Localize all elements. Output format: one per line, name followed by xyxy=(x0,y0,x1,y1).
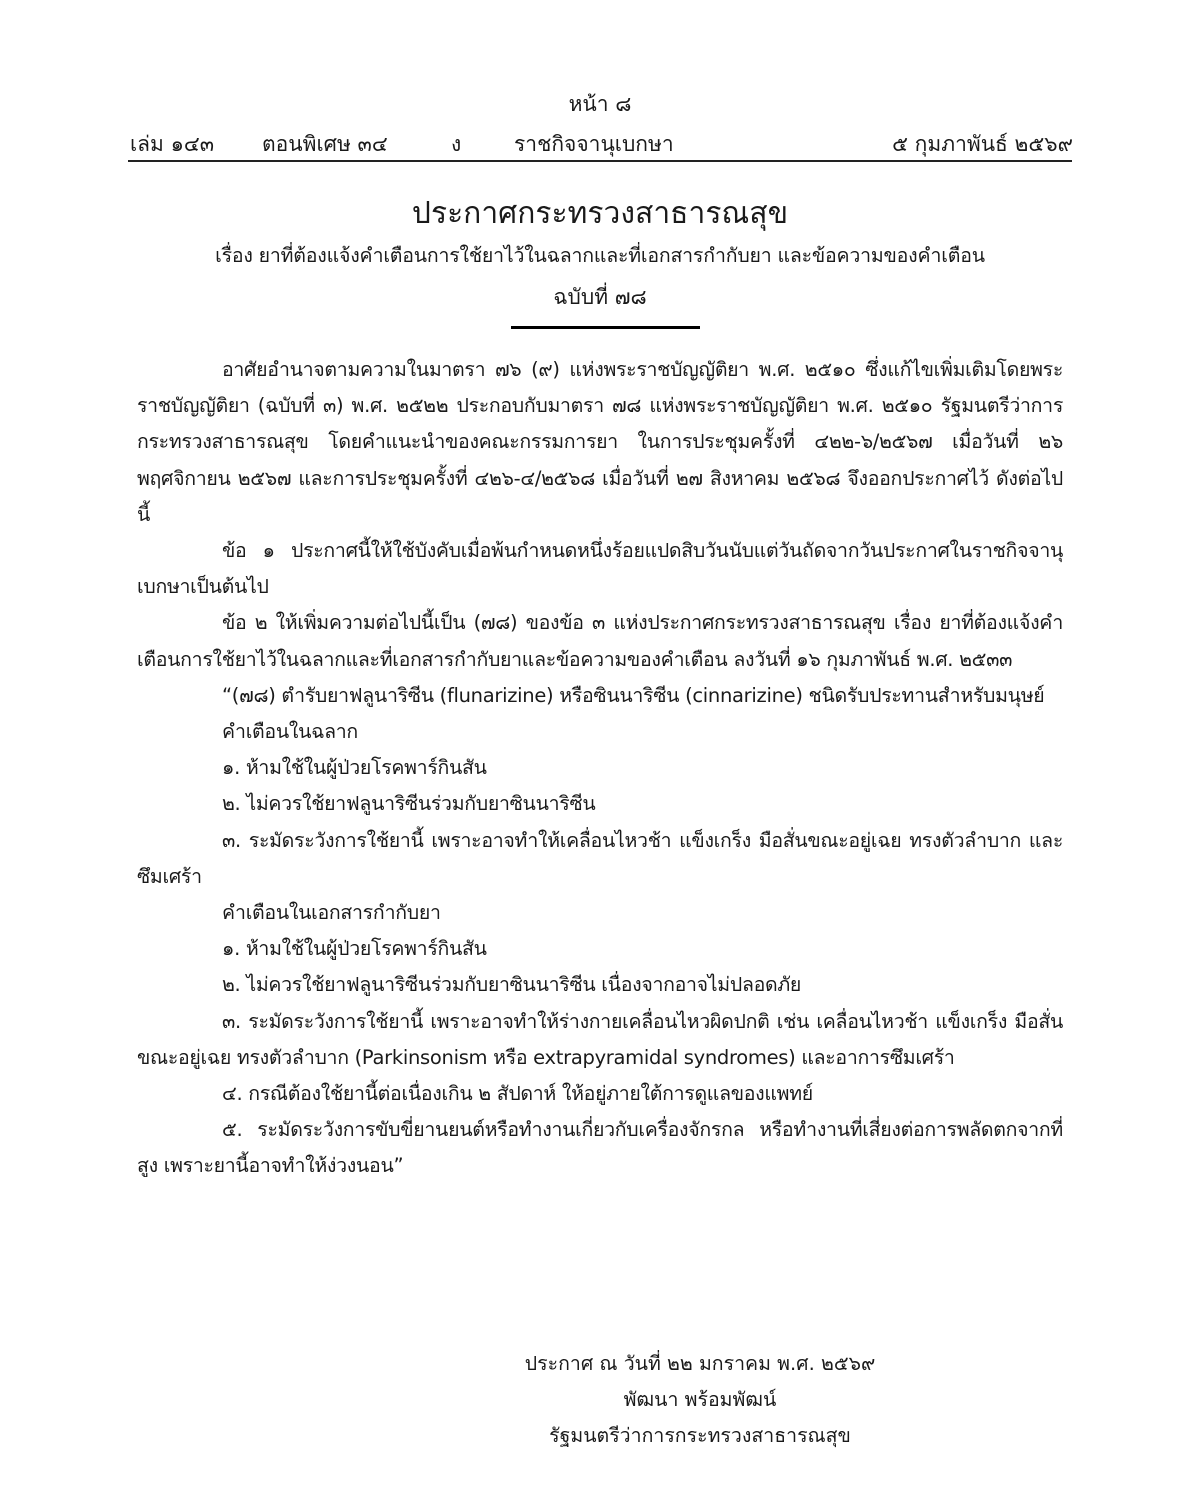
leaflet-warning-item: ๓. ระมัดระวังการใช้ยานี้ เพราะอาจทำให้ร่างกายเคลื่อนไหวผิดปกติ เช่น เคลื่อนไหวช้า แข็งเกร็ง มือสั่นขณะอยู่เฉย ทรงตัวลำบาก (Parkinsonism หรือ extrapyramidal syndromes) และอาการซึมเศร้า xyxy=(137,1009,1063,1069)
gazette-date: ๕ กุมภาพันธ์ ๒๕๖๙ xyxy=(892,132,1073,156)
leaflet-warning-item: ๒. ไม่ควรใช้ยาฟลูนาริซีนร่วมกับยาซินนาริซีน เนื่องจากอาจไม่ปลอดภัย xyxy=(222,973,802,997)
title-divider xyxy=(511,326,700,329)
label-warning-item: ๓. ระมัดระวังการใช้ยานี้ เพราะอาจทำให้เคลื่อนไหวช้า แข็งเกร็ง มือสั่นขณะอยู่เฉย ทรงตัวลำบาก และซึมเศร้า xyxy=(137,828,1063,888)
label-warning-item: ๑. ห้ามใช้ในผู้ป่วยโรคพาร์กินสัน xyxy=(222,756,487,780)
gazette-section: ตอนพิเศษ ๓๔ xyxy=(262,132,388,156)
gazette-header xyxy=(130,128,1073,160)
announcement-body xyxy=(137,352,1063,1185)
leaflet-warnings-heading: คำเตือนในเอกสารกำกับยา xyxy=(222,901,441,925)
page-number: หน้า ๘ xyxy=(568,92,632,116)
signatory-name: พัฒนา พร้อมพัฒน์ xyxy=(623,1388,777,1411)
announcement-title: ประกาศกระทรวงสาธารณสุข xyxy=(411,196,789,231)
signature-date: ประกาศ ณ วันที่ ๒๒ มกราคม พ.ศ. ๒๕๖๙ xyxy=(524,1352,876,1375)
leaflet-warning-item: ๑. ห้ามใช้ในผู้ป่วยโรคพาร์กินสัน xyxy=(222,937,487,961)
clause-2: ข้อ ๒ ให้เพิ่มความต่อไปนี้เป็น (๗๘) ของข้อ ๓ แห่งประกาศกระทรวงสาธารณสุข เรื่อง ยาที่ต้องแจ้งคำเตือนการใช้ยาไว้ในฉลากและที่เอกสารกำกับยาและข้อความของคำเตือน ลงวันที่ ๑๖ กุมภาพันธ์ พ.ศ. ๒๕๓๓ xyxy=(137,611,1063,671)
signatory-position: รัฐมนตรีว่าการกระทรวงสาธารณสุข xyxy=(549,1424,851,1447)
header-divider xyxy=(128,160,1072,162)
gazette-part: ง xyxy=(451,132,462,156)
announcement-edition: ฉบับที่ ๗๘ xyxy=(553,285,647,309)
gazette-publication: ราชกิจจานุเบกษา xyxy=(514,132,674,156)
label-warning-item: ๒. ไม่ควรใช้ยาฟลูนาริซีนร่วมกับยาซินนาริซีน xyxy=(222,792,596,816)
preamble: อาศัยอำนาจตามความในมาตรา ๗๖ (๙) แห่งพระราชบัญญัติยา พ.ศ. ๒๕๑๐ ซึ่งแก้ไขเพิ่มเติมโดยพระราชบัญญัติยา (ฉบับที่ ๓) พ.ศ. ๒๕๒๒ ประกอบกับมาตรา ๗๘ แห่งพระราชบัญญัติยา พ.ศ. ๒๕๑๐ รัฐมนตรีว่าการกระทรวงสาธารณสุข โดยคำแนะนำของคณะกรรมการยา ในการประชุมครั้งที่ ๔๒๒-๖/๒๕๖๗ เมื่อวันที่ ๒๖ พฤศจิกายน ๒๕๖๗ และการประชุมครั้งที่ ๔๒๖-๔/๒๕๖๘ เมื่อวันที่ ๒๗ สิงหาคม ๒๕๖๘ จึงออกประกาศไว้ ดังต่อไปนี้ xyxy=(137,358,1063,526)
clause-1: ข้อ ๑ ประกาศนี้ให้ใช้บังคับเมื่อพ้นกำหนดหนึ่งร้อยแปดสิบวันนับแต่วันถัดจากวันประกาศในราชกิจจานุเบกษาเป็นต้นไป xyxy=(137,539,1063,599)
label-warnings-heading: คำเตือนในฉลาก xyxy=(222,720,358,744)
item-78: “(๗๘) ตำรับยาฟลูนาริซีน (flunarizine) หรือซินนาริซีน (cinnarizine) ชนิดรับประทานสำหรับมนุษย์ xyxy=(222,683,1045,707)
leaflet-warning-item: ๕. ระมัดระวังการขับขี่ยานยนต์หรือทำงานเกี่ยวกับเครื่องจักรกล หรือทำงานที่เสี่ยงต่อการพลัดตกจากที่สูง เพราะยานี้อาจทำให้ง่วงนอน” xyxy=(137,1118,1063,1178)
gazette-volume: เล่ม ๑๔๓ xyxy=(130,132,215,156)
leaflet-warning-item: ๔. กรณีต้องใช้ยานี้ต่อเนื่องเกิน ๒ สัปดาห์ ให้อยู่ภายใต้การดูแลของแพทย์ xyxy=(222,1082,813,1106)
announcement-subject: เรื่อง ยาที่ต้องแจ้งคำเตือนการใช้ยาไว้ในฉลากและที่เอกสารกำกับยา และข้อความของคำเตือน xyxy=(215,244,985,267)
